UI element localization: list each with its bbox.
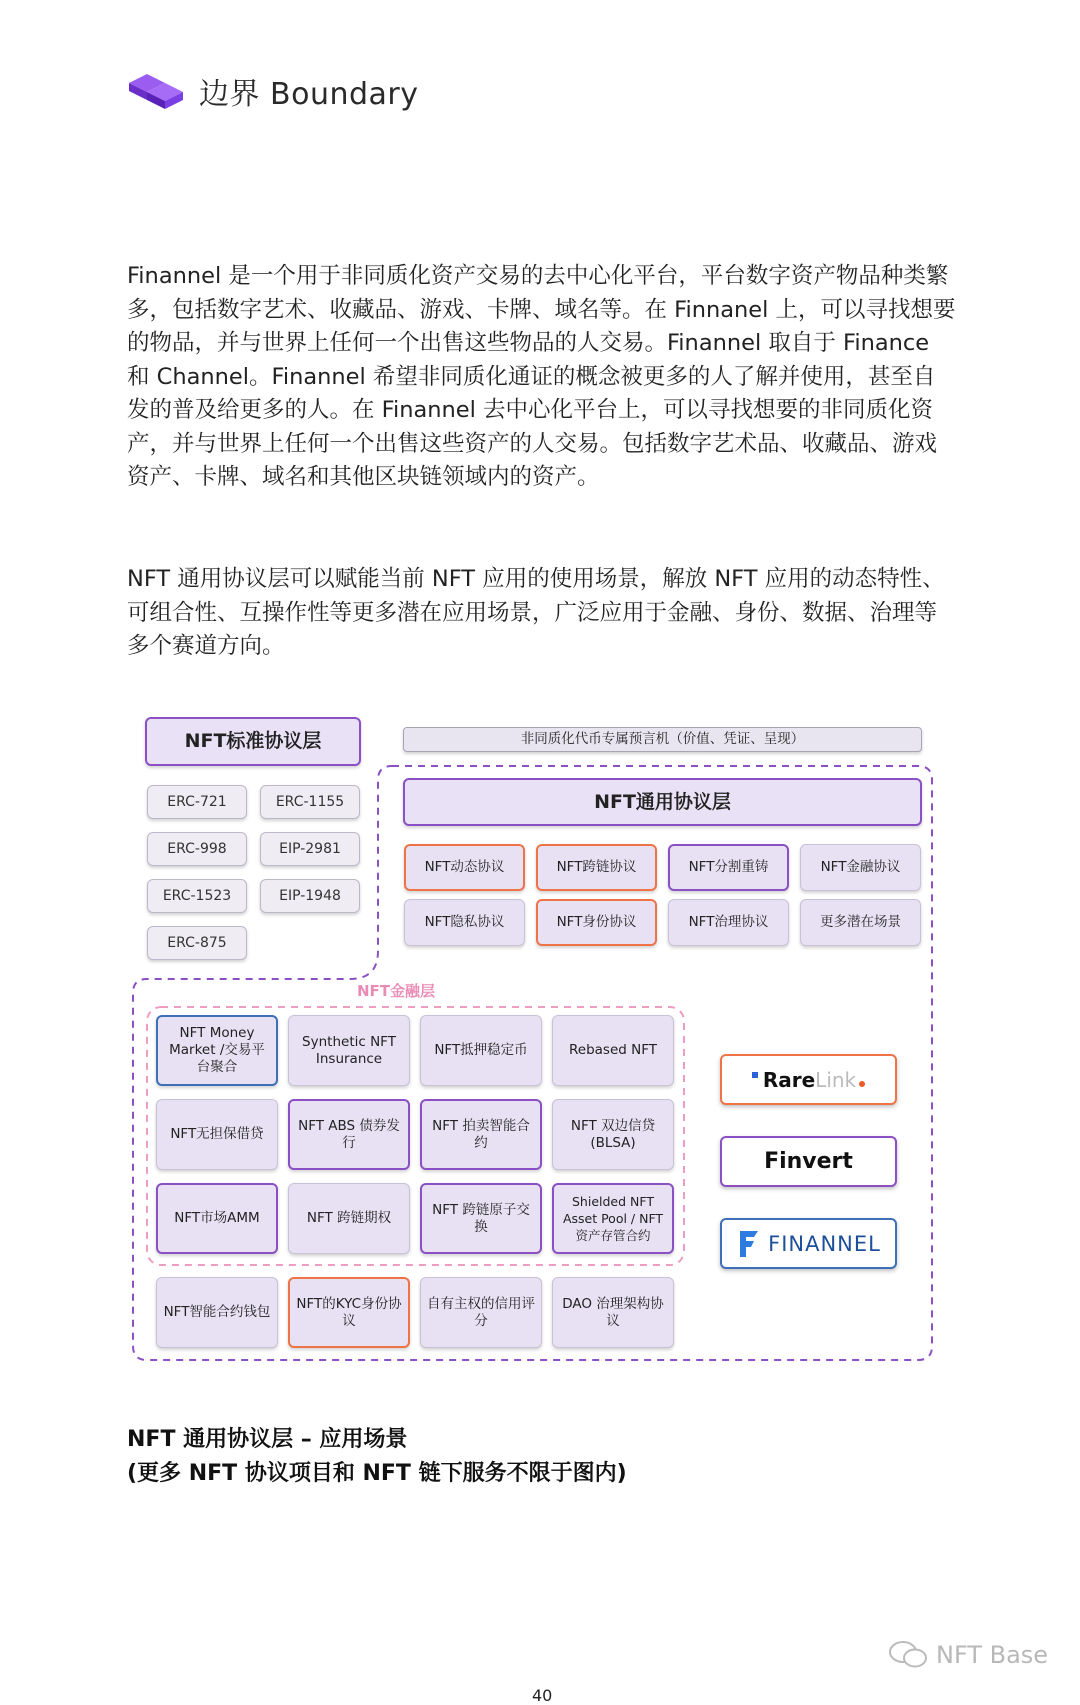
- diagram-caption-title: NFT 通用协议层 – 应用场景: [127, 1427, 408, 1452]
- finance-money-market: NFT Money Market /交易平台聚合: [156, 1015, 278, 1086]
- rarelink-link: Link: [815, 1067, 857, 1092]
- finance-shielded-pool: Shielded NFT Asset Pool / NFT资产存管合约: [552, 1183, 674, 1254]
- protocol-finance: NFT金融协议: [800, 844, 921, 891]
- other-dao-governance: DAO 治理架构协议: [552, 1277, 674, 1348]
- watermark-text: NFT Base: [936, 1641, 1049, 1669]
- watermark: [888, 1640, 1048, 1670]
- protocol-dynamic: NFT动态协议: [404, 844, 525, 891]
- finannel-name: FINANNEL: [768, 1231, 881, 1256]
- rarelink-rare: Rare: [762, 1067, 816, 1092]
- general-layer-header: NFT通用协议层: [403, 778, 922, 826]
- partner-rarelink: [720, 1054, 897, 1105]
- standard-eip-2981: EIP-2981: [260, 832, 360, 866]
- finance-stablecoin: NFT抵押稳定币: [420, 1015, 542, 1086]
- diagram-caption-note: (更多 NFT 协议项目和 NFT 链下服务不限于图内): [127, 1461, 627, 1486]
- protocol-fractional: NFT分割重铸: [668, 844, 789, 891]
- finance-auction-contract: NFT 拍卖智能合约: [420, 1099, 542, 1170]
- intro-paragraph-2: NFT 通用协议层可以赋能当前 NFT 应用的使用场景，解放 NFT 应用的动态特性、可组合性、互操作性等更多潜在应用场景，广泛应用于金融、身份、数据、治理等多个赛道方向。: [127, 566, 945, 659]
- standard-erc-1155: ERC-1155: [260, 785, 360, 819]
- standard-layer-header: NFT标准协议层: [145, 717, 361, 766]
- rarelink-dot-icon: [752, 1072, 758, 1078]
- page-number: 40: [532, 1686, 553, 1705]
- other-kyc-protocol: NFT的KYC身份协议: [288, 1277, 410, 1348]
- standard-erc-721: ERC-721: [147, 785, 247, 819]
- finance-amm: NFT市场AMM: [156, 1183, 278, 1254]
- protocol-cross-chain: NFT跨链协议: [536, 844, 657, 891]
- finance-rebased-nft: Rebased NFT: [552, 1015, 674, 1086]
- other-smart-wallet: NFT智能合约钱包: [156, 1277, 278, 1348]
- protocol-more-scenarios: 更多潜在场景: [800, 899, 921, 946]
- protocol-identity: NFT身份协议: [536, 899, 657, 946]
- finance-layer-label: NFT金融层: [357, 982, 436, 1000]
- finance-unsecured-loan: NFT无担保借贷: [156, 1099, 278, 1170]
- intro-paragraph-1: Finannel 是一个用于非同质化资产交易的去中心化平台，平台数字资产物品种类繁多，包括数字艺术、收藏品、游戏、卡牌、域名等。在 Finnanel 上，可以寻找想要的物品，并与世界上任何一个出售这些物品的人交易。Finannel 取自于 Finance 和 Channel。Finannel 希望非同质化通证的概念被更多的人了解并使用，甚至自发的普及给更多的人。在 Finannel 去中心化平台上，可以寻找想要的非同质化资产，并与世界上任何一个出售这些资产的人交易。包括数字艺术品、收藏品、游戏资产、卡牌、域名和其他区块链领域内的资产。: [127, 263, 956, 490]
- other-credit-score: 自有主权的信用评分: [420, 1277, 542, 1348]
- partner-finvert: [720, 1136, 897, 1187]
- standard-erc-998: ERC-998: [147, 832, 247, 866]
- finannel-logo-icon: [736, 1229, 762, 1259]
- brand-name: 边界 Boundary: [199, 77, 419, 112]
- finance-abs-bond: NFT ABS 债券发行: [288, 1099, 410, 1170]
- finance-synthetic-insurance: Synthetic NFT Insurance: [288, 1015, 410, 1086]
- protocol-governance: NFT治理协议: [668, 899, 789, 946]
- finance-atomic-swap: NFT 跨链原子交换: [420, 1183, 542, 1254]
- partner-finannel: [720, 1218, 897, 1269]
- standard-erc-875: ERC-875: [147, 926, 247, 960]
- rarelink-accent-icon: [859, 1081, 865, 1087]
- wechat-icon: [888, 1640, 928, 1670]
- finvert-name: Finvert: [764, 1149, 853, 1174]
- oracle-bar: 非同质化代币专属预言机（价值、凭证、呈现）: [403, 727, 922, 752]
- standard-erc-1523: ERC-1523: [147, 879, 247, 913]
- standard-eip-1948: EIP-1948: [260, 879, 360, 913]
- protocol-privacy: NFT隐私协议: [404, 899, 525, 946]
- finance-blsa: NFT 双边信贷 (BLSA): [552, 1099, 674, 1170]
- finance-cross-chain-option: NFT 跨链期权: [288, 1183, 410, 1254]
